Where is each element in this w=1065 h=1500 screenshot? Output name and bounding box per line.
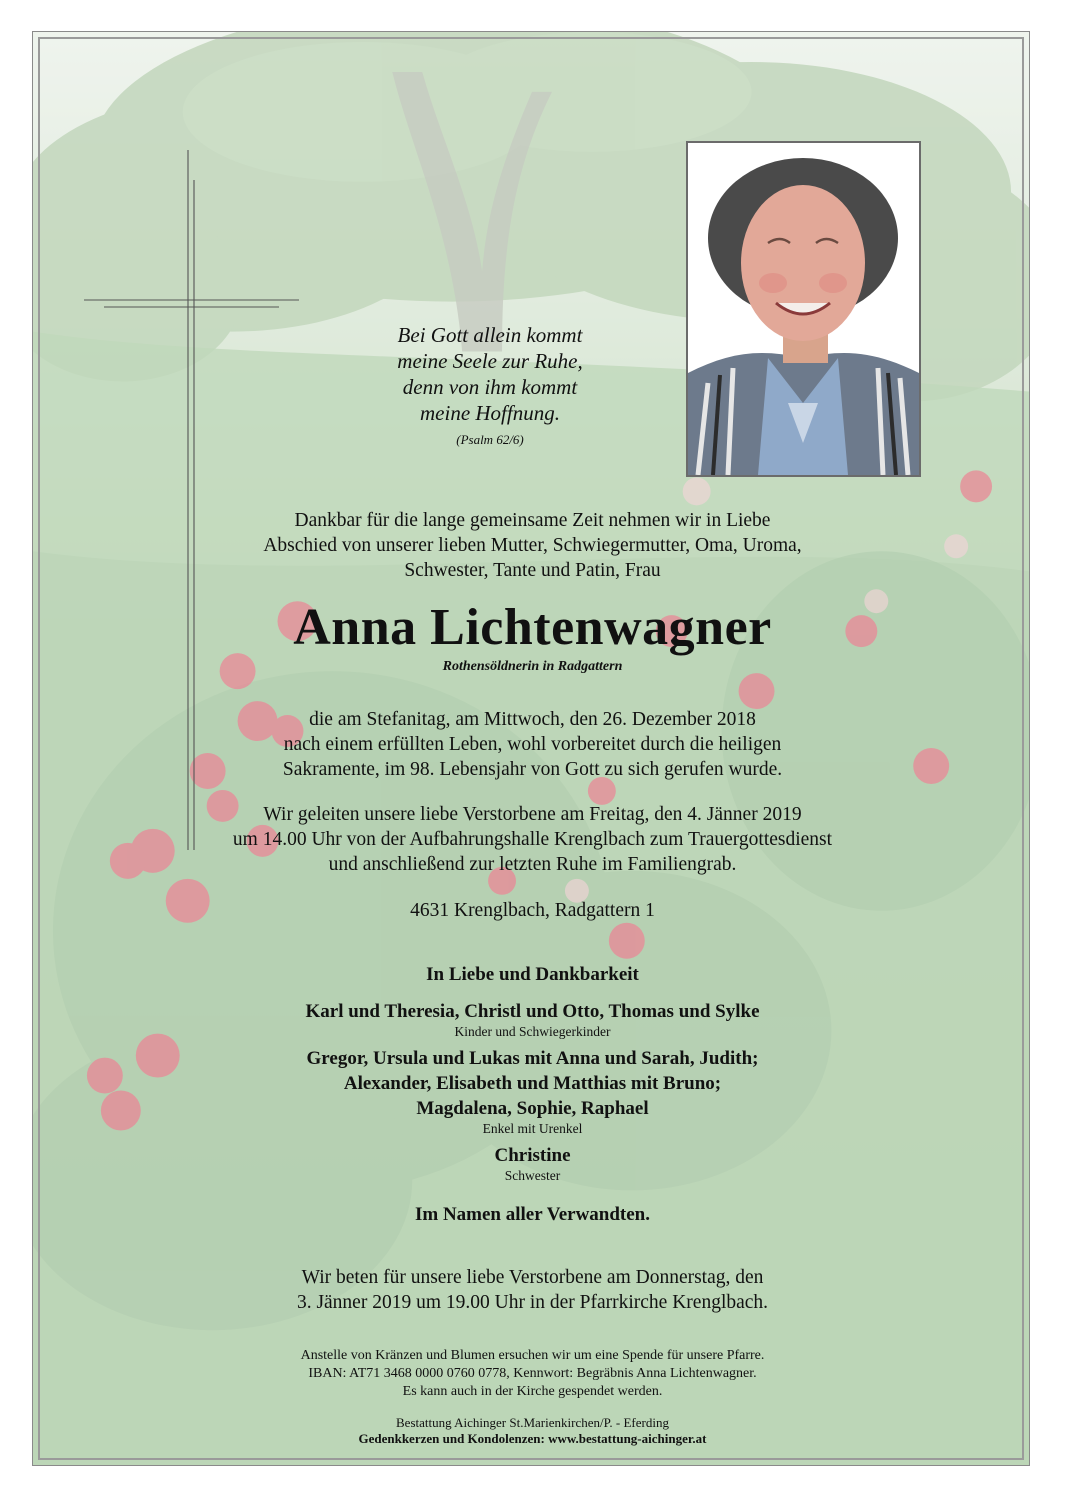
intro-line: Abschied von unserer lieben Mutter, Schwiegermutter, Oma, Uroma, [263,535,802,556]
psalm-line: meine Hoffnung. [420,401,560,425]
death-line: die am Stefanitag, am Mittwoch, den 26. Dezember 2018 [309,709,756,730]
grandchildren-names: Gregor, Ursula und Lukas mit Anna und Sarah, Judith; [306,1048,759,1069]
condolence-website: Gedenkkerzen und Kondolenzen: www.bestattung-aichinger.at [358,1431,707,1446]
deceased-occupation: Rothensöldnerin in Radgattern [442,659,623,674]
psalm-quote [340,322,640,448]
funeral-notice [0,802,1065,877]
mourners-closing: Im Namen aller Verwandten. [414,1204,651,1225]
children-relation: Kinder und Schwiegerkinder [454,1024,611,1039]
intro-line: Dankbar für die lange gemeinsame Zeit nehmen wir in Liebe [294,510,771,531]
intro-text [0,508,1065,583]
sibling-name: Christine [494,1145,571,1166]
mass-notice [0,1265,1065,1315]
donation-line: Es kann auch in der Kirche gespendet werden. [402,1384,663,1399]
sibling-relation: Schwester [504,1168,561,1183]
psalm-reference: (Psalm 62/6) [456,432,524,447]
death-notice [0,707,1065,782]
donation-line: Anstelle von Kränzen und Blumen ersuchen wir um eine Spende für unsere Pfarre. [300,1348,765,1363]
address: 4631 Krenglbach, Radgattern 1 [410,900,655,921]
footer [0,1415,1065,1447]
funeral-line: Wir geleiten unsere liebe Verstorbene am Freitag, den 4. Jänner 2019 [263,804,802,825]
psalm-line: Bei Gott allein kommt [397,323,583,347]
death-line: nach einem erfüllten Leben, wohl vorbereitet durch die heiligen [283,734,782,755]
intro-line: Schwester, Tante und Patin, Frau [404,560,661,581]
donation-notice [0,1347,1065,1401]
mass-line: 3. Jänner 2019 um 19.00 Uhr in der Pfarrkirche Krenglbach. [296,1292,769,1313]
grandchildren-relation: Enkel mit Urenkel [482,1121,583,1136]
mourners-heading: In Liebe und Dankbarkeit [426,964,639,985]
psalm-line: denn von ihm kommt [402,375,578,399]
funeral-line: um 14.00 Uhr von der Aufbahrungshalle Krenglbach zum Trauergottesdienst [232,829,833,850]
funeral-line: und anschließend zur letzten Ruhe im Familiengrab. [328,854,737,875]
death-line: Sakramente, im 98. Lebensjahr von Gott zu sich gerufen wurde. [282,759,783,780]
grandchildren-names: Magdalena, Sophie, Raphael [416,1098,649,1119]
portrait-illustration [688,143,919,475]
mass-line: Wir beten für unsere liebe Verstorbene am Donnerstag, den [301,1267,764,1288]
grandchildren-names: Alexander, Elisabeth und Matthias mit Bruno; [343,1073,722,1094]
mourners-section [0,962,1065,1227]
psalm-line: meine Seele zur Ruhe, [397,349,583,373]
children-names: Karl und Theresia, Christl und Otto, Thomas und Sylke [305,1001,760,1022]
deceased-name: Anna Lichtenwagner [293,599,772,656]
donation-line: IBAN: AT71 3468 0000 0760 0778, Kennwort: Begräbnis Anna Lichtenwagner. [308,1366,757,1381]
portrait-photo [686,141,921,477]
undertaker-name: Bestattung Aichinger St.Marienkirchen/P. - Eferding [396,1415,669,1430]
